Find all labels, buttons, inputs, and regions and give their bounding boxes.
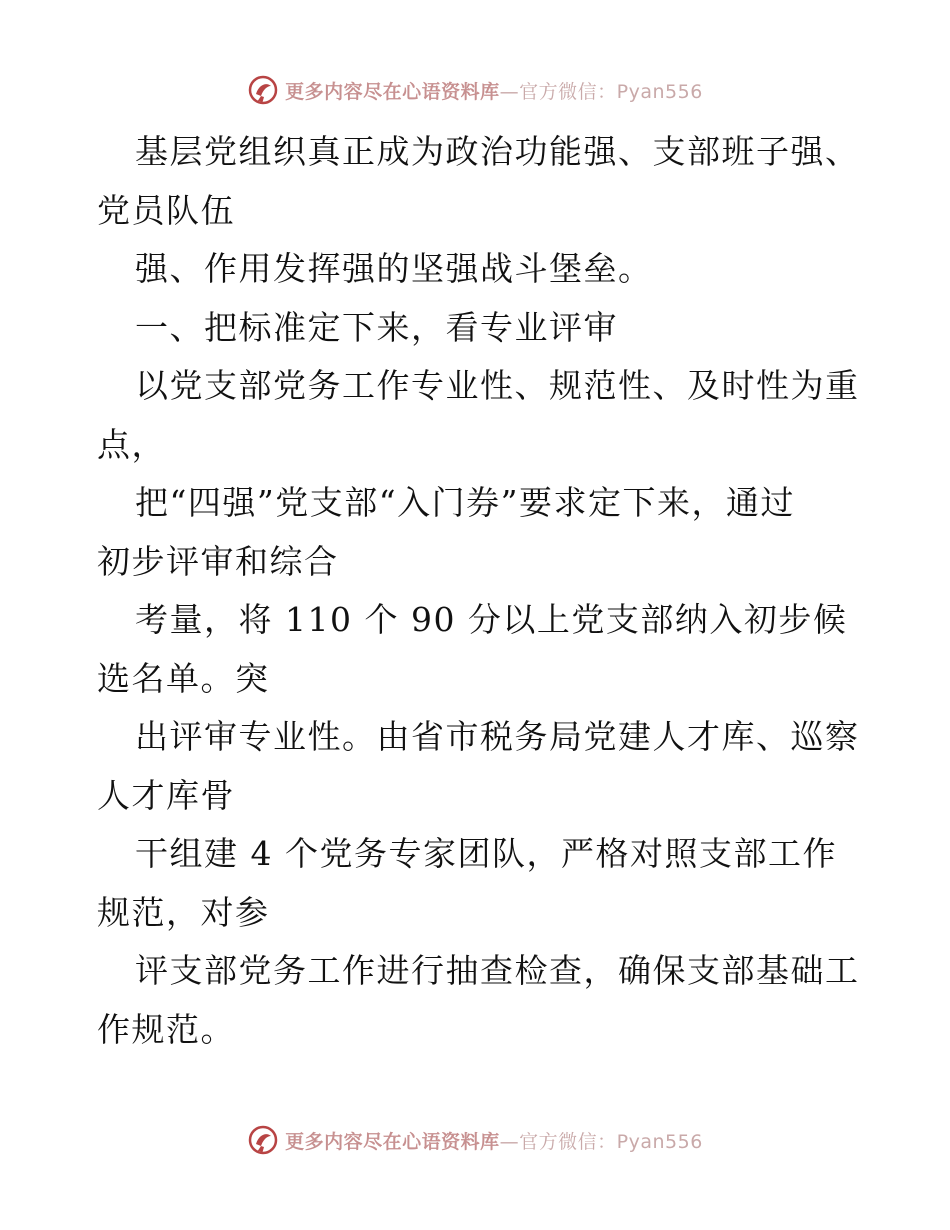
text-line: 评支部党务工作进行抽查检查，确保支部基础工 [135, 951, 860, 990]
text-line: 干组建 4 个党务专家团队，严格对照支部工作 [135, 834, 837, 873]
document-body [97, 123, 867, 1059]
text-line: 强、作用发挥强的坚强战斗堡垒。 [135, 249, 653, 288]
ribbon-logo-icon [247, 74, 279, 106]
watermark-separator: — [499, 80, 520, 103]
text-line: 选名单。突 [97, 658, 270, 698]
watermark-account: 官方微信：Pyan556 [519, 80, 703, 103]
text-line: 点， [97, 424, 166, 464]
watermark-text [285, 77, 703, 104]
watermark-account: 官方微信：Pyan556 [519, 1130, 703, 1153]
ribbon-logo-icon [247, 1124, 279, 1156]
text-line: 以党支部党务工作专业性、规范性、及时性为重 [135, 366, 860, 405]
watermark-brand: 更多内容尽在心语资料库 [285, 80, 500, 103]
text-line: 初步评审和综合 [97, 541, 339, 581]
text-line: 党员队伍 [97, 190, 235, 230]
watermark-brand: 更多内容尽在心语资料库 [285, 1130, 500, 1153]
text-line: 人才库骨 [97, 775, 235, 815]
text-line: 规范，对参 [97, 892, 270, 932]
watermark-separator: — [499, 1130, 520, 1153]
text-line: 考量，将 110 个 90 分以上党支部纳入初步候 [135, 600, 848, 639]
footer-watermark [0, 1120, 950, 1160]
watermark-text [285, 1127, 703, 1154]
text-line: 出评审专业性。由省市税务局党建人才库、巡察 [135, 717, 860, 756]
text-line: 作规范。 [97, 1009, 235, 1049]
text-line: 基层党组织真正成为政治功能强、支部班子强、 [135, 132, 860, 171]
section-heading: 一、把标准定下来，看专业评审 [135, 307, 618, 347]
text-line: 把“四强”党支部“入门券”要求定下来，通过 [135, 483, 795, 522]
header-watermark [0, 70, 950, 110]
